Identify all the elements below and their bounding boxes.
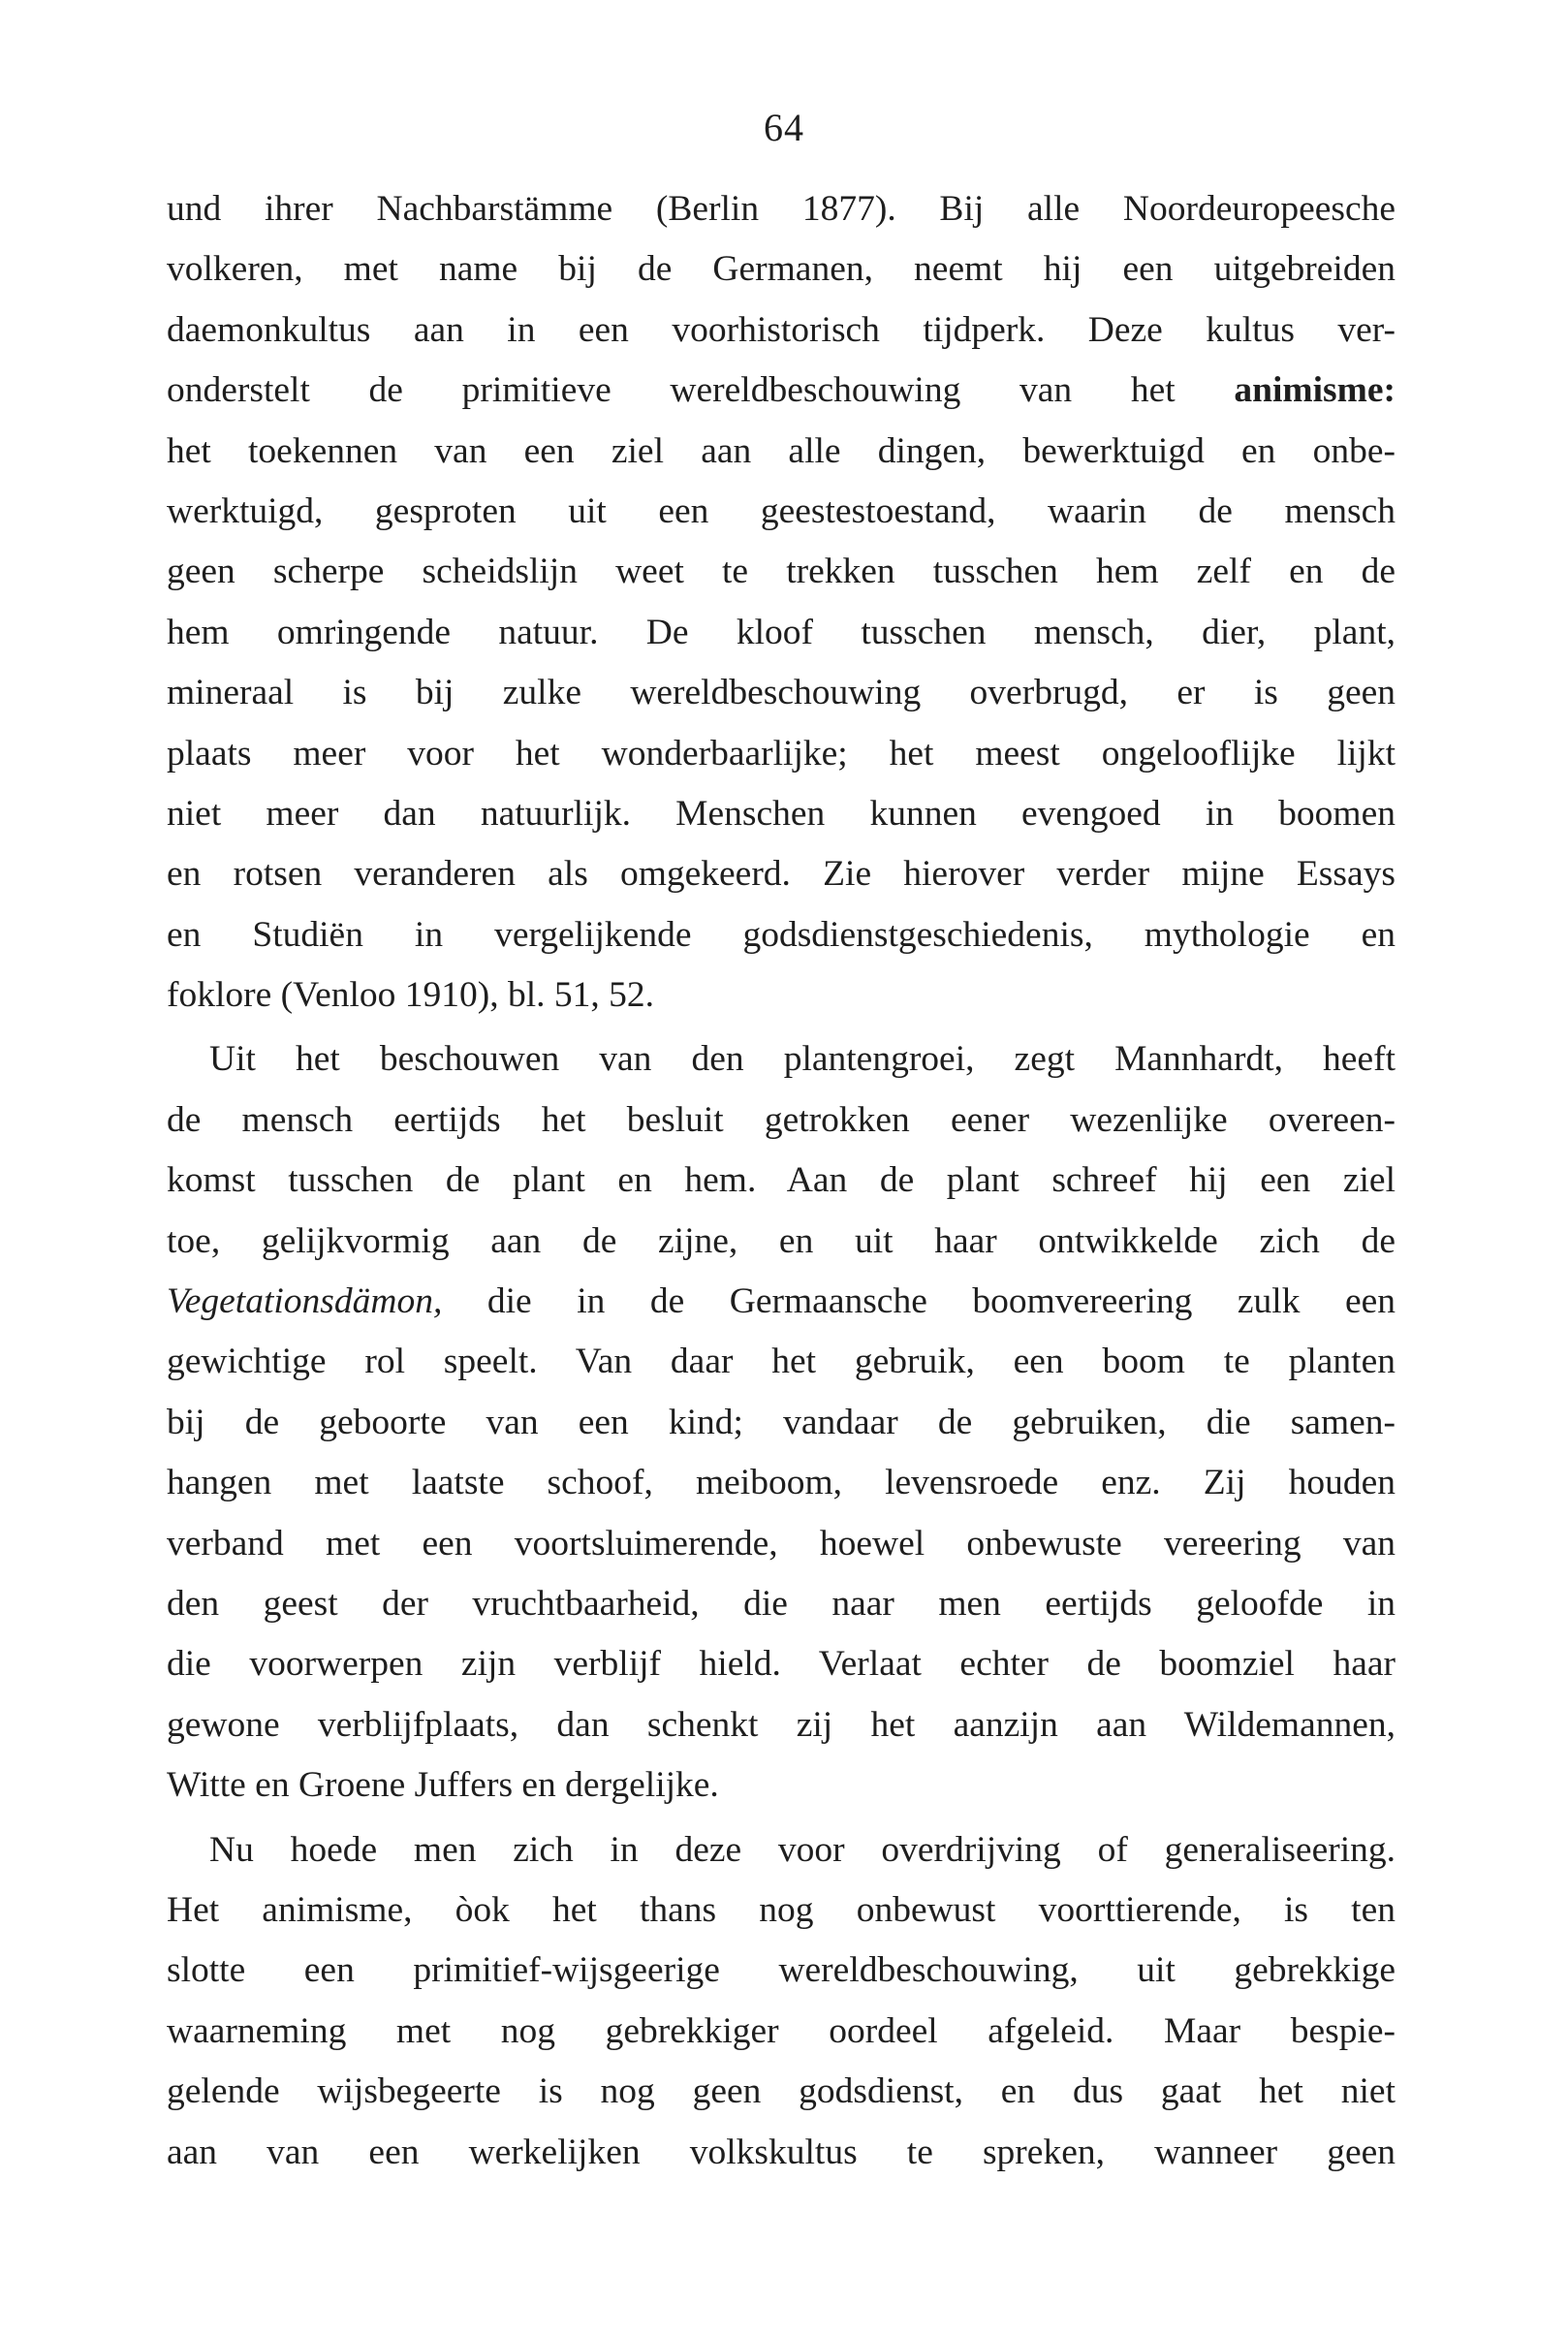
text-line: und ihrer Nachbarstämme (Berlin 1877). Bij alle Noordeuropeesche bbox=[167, 189, 1396, 229]
body-text bbox=[167, 179, 1396, 2183]
emphasis-vegetationsdamon: Vegetationsdämon, bbox=[167, 1281, 443, 1322]
text-line: mineraal is bij zulke wereldbeschouwing overbrugd, er is geen bbox=[167, 673, 1396, 713]
text-line: plaats meer voor het wonderbaarlijke; het meest ongelooflijke lijkt bbox=[167, 733, 1396, 774]
text-line: verband met een voortsluimerende, hoewel onbewuste vereering van bbox=[167, 1523, 1396, 1564]
text-line: hem omringende natuur. De kloof tusschen mensch, dier, plant, bbox=[167, 612, 1396, 652]
text-line: het toekennen van een ziel aan alle dingen, bewerktuigd en onbe- bbox=[167, 430, 1396, 471]
text-line: waarneming met nog gebrekkiger oordeel afgeleid. Maar bespie- bbox=[167, 2010, 1396, 2051]
text-line: werktuigd, gesproten uit een geestestoestand, waarin de mensch bbox=[167, 490, 1396, 531]
text-line: Het animisme, òok het thans nog onbewust voorttierende, is ten bbox=[167, 1889, 1396, 1930]
text-line: die voorwerpen zijn verblijf hield. Verlaat echter de boomziel haar bbox=[167, 1644, 1396, 1685]
emphasis-animisme: animisme: bbox=[1234, 370, 1396, 411]
text-line: de mensch eertijds het besluit getrokken eener wezenlijke overeen- bbox=[167, 1099, 1396, 1140]
text-line: aan van een werkelijken volkskultus te spreken, wanneer geen bbox=[167, 2132, 1396, 2172]
text-line: hangen met laatste schoof, meiboom, levensroede enz. Zij houden bbox=[167, 1463, 1396, 1503]
text-line: den geest der vruchtbaarheid, die naar men eertijds geloofde in bbox=[167, 1583, 1396, 1624]
text-line: Vegetationsdämon, die in de Germaansche boomvereering zulk een bbox=[167, 1281, 1396, 1322]
paragraph-3 bbox=[167, 1820, 1396, 2183]
text-line: gewone verblijfplaats, dan schenkt zij het aanzijn aan Wildemannen, bbox=[167, 1704, 1396, 1745]
paragraph-1 bbox=[167, 179, 1396, 1026]
text-line: slotte een primitief-wijsgeerige wereldbeschouwing, uit gebrekkige bbox=[167, 1950, 1396, 1991]
text-line: geen scherpe scheidslijn weet te trekken tusschen hem zelf en de bbox=[167, 552, 1396, 592]
text-line: niet meer dan natuurlijk. Menschen kunnen evengoed in boomen bbox=[167, 793, 1396, 834]
text-line: foklore (Venloo 1910), bl. 51, 52. bbox=[167, 975, 655, 1016]
text-line: bij de geboorte van een kind; vandaar de gebruiken, die samen- bbox=[167, 1402, 1396, 1442]
text-line: Uit het beschouwen van den plantengroei, zegt Mannhardt, heeft bbox=[209, 1039, 1396, 1080]
text-line: gewichtige rol speelt. Van daar het gebruik, een boom te planten bbox=[167, 1342, 1396, 1382]
text-line: onderstelt de primitieve wereldbeschouwing van het animisme: bbox=[167, 370, 1396, 411]
paragraph-2 bbox=[167, 1029, 1396, 1816]
text-line: toe, gelijkvormig aan de zijne, en uit haar ontwikkelde zich de bbox=[167, 1220, 1396, 1261]
text-line: Witte en Groene Juffers en dergelijke. bbox=[167, 1765, 719, 1806]
page-number: 64 bbox=[764, 106, 804, 149]
text-line: komst tusschen de plant en hem. Aan de plant schreef hij een ziel bbox=[167, 1160, 1396, 1201]
text-line: daemonkultus aan in een voorhistorisch tijdperk. Deze kultus ver- bbox=[167, 309, 1396, 350]
text-line: en Studiën in vergelijkende godsdienstgeschiedenis, mythologie en bbox=[167, 914, 1396, 955]
text-line: Nu hoede men zich in deze voor overdrijving of generaliseering. bbox=[209, 1829, 1396, 1870]
text-line: en rotsen veranderen als omgekeerd. Zie hierover verder mijne Essays bbox=[167, 854, 1396, 895]
text-line: gelende wijsbegeerte is nog geen godsdienst, en dus gaat het niet bbox=[167, 2071, 1396, 2112]
text-line: volkeren, met name bij de Germanen, neemt hij een uitgebreiden bbox=[167, 249, 1396, 290]
